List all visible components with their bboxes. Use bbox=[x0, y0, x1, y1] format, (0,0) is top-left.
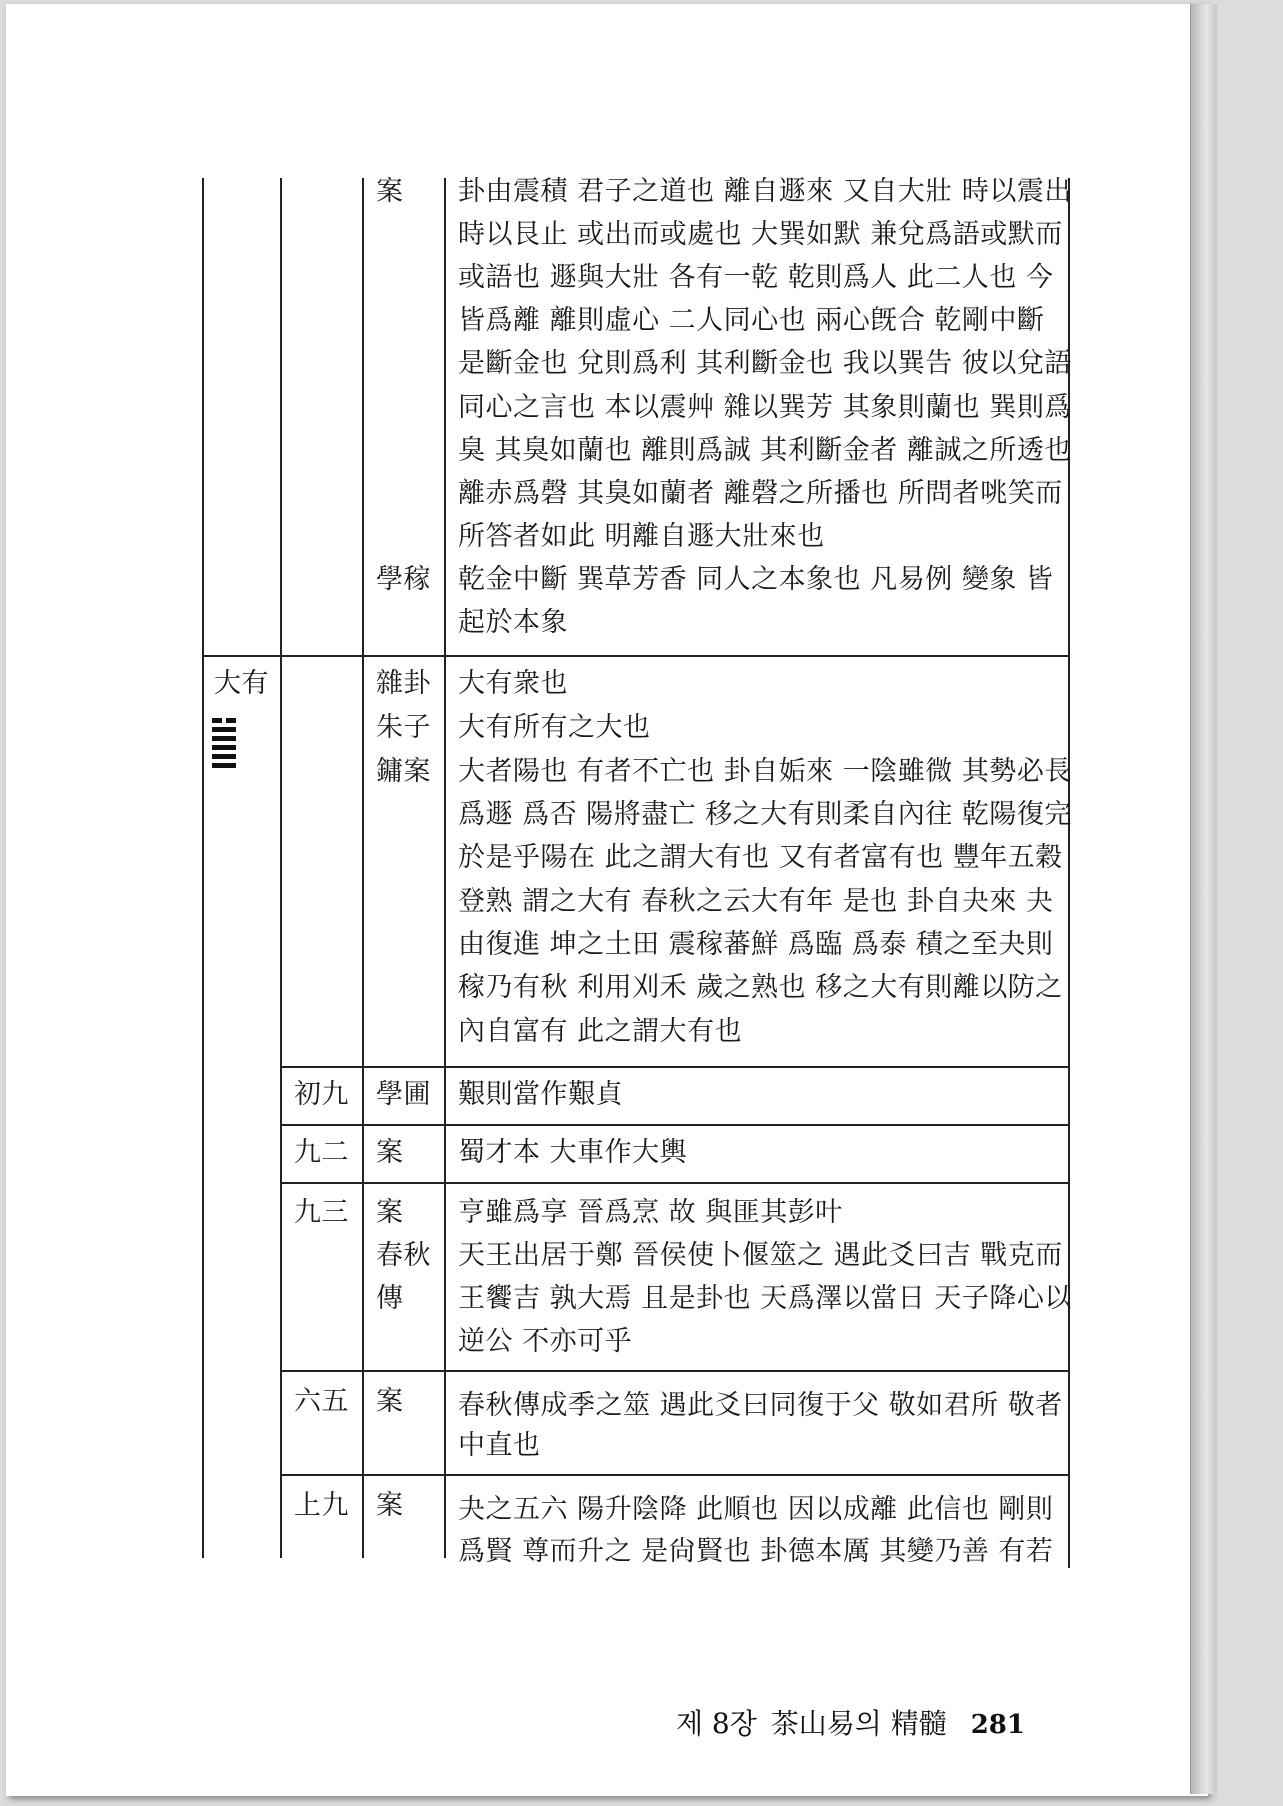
source-label: 雜卦 bbox=[376, 668, 431, 699]
text-line: 爲遯 爲否 陽將盡亡 移之大有則柔自內往 乾陽復完 bbox=[458, 799, 1072, 830]
table-rule-block bbox=[202, 655, 1070, 657]
source-label: 案 bbox=[376, 1386, 404, 1417]
line-label: 六五 bbox=[294, 1386, 349, 1417]
text-line: 所答者如此 明離自遯大壯來也 bbox=[458, 521, 825, 552]
text-line: 大有衆也 bbox=[458, 668, 568, 699]
text-line: 或語也 遯與大壯 各有一乾 乾則爲人 此二人也 今 bbox=[458, 262, 1054, 293]
text-line: 逆公 不亦可乎 bbox=[458, 1326, 633, 1357]
line-label: 上九 bbox=[294, 1490, 349, 1521]
text-line: 爲賢 尊而升之 是尙賢也 卦德本厲 其變乃善 有若 bbox=[458, 1536, 1054, 1567]
text-line: 登熟 謂之大有 春秋之云大有年 是也 卦自夬來 夬 bbox=[458, 886, 1054, 917]
text-line: 起於本象 bbox=[458, 607, 568, 638]
text-line: 卦由震積 君子之道也 離自遯來 又自大壯 時以震出 bbox=[458, 176, 1072, 207]
source-label: 傳 bbox=[376, 1283, 404, 1314]
source-label: 鏞案 bbox=[376, 756, 431, 787]
text-line: 離赤爲磬 其臭如蘭者 離磬之所播也 所問者咷笑而 bbox=[458, 478, 1063, 509]
source-label: 學稼 bbox=[376, 564, 431, 595]
text-line: 皆爲離 離則虛心 二人同心也 兩心旣合 乾剛中斷 bbox=[458, 305, 1045, 336]
table-rule-row bbox=[280, 1124, 1070, 1126]
text-line: 乾金中斷 巽草芳香 同人之本象也 凡易例 變象 皆 bbox=[458, 564, 1054, 595]
text-line: 臭 其臭如蘭也 離則爲誠 其利斷金者 離誠之所透也 bbox=[458, 435, 1072, 466]
line-label: 初九 bbox=[294, 1079, 349, 1110]
table-col-divider-line bbox=[280, 178, 282, 1558]
line-label: 九三 bbox=[294, 1197, 349, 1228]
page-edge bbox=[1190, 4, 1217, 1794]
text-line: 夬之五六 陽升陰降 此順也 因以成離 此信也 剛則 bbox=[458, 1494, 1054, 1525]
text-line: 大者陽也 有者不亡也 卦自姤來 一陰雖微 其勢必長 bbox=[458, 756, 1072, 787]
source-label: 案 bbox=[376, 176, 404, 207]
table-col-divider-source bbox=[362, 178, 364, 1558]
source-label: 案 bbox=[376, 1137, 404, 1168]
hexagram-symbol-icon bbox=[212, 718, 236, 772]
text-line: 亨雖爲享 晉爲烹 故 與匪其彭叶 bbox=[458, 1197, 843, 1228]
text-line: 內自富有 此之謂大有也 bbox=[458, 1016, 743, 1047]
chapter-title: 茶山易의 精髓 bbox=[770, 1707, 947, 1740]
line-label: 九二 bbox=[294, 1137, 349, 1168]
source-label: 朱子 bbox=[376, 712, 431, 743]
hexagram-name: 大有 bbox=[214, 668, 269, 699]
source-label: 學圃 bbox=[376, 1079, 431, 1110]
text-line: 天王出居于鄭 晉侯使卜偃筮之 遇此爻曰吉 戰克而 bbox=[458, 1240, 1063, 1271]
page-footer bbox=[676, 1702, 1025, 1742]
text-line: 同心之言也 本以震艸 雜以巽芳 其象則蘭也 巽則爲 bbox=[458, 392, 1072, 423]
text-line: 時以艮止 或出而或處也 大巽如默 兼兌爲語或默而 bbox=[458, 219, 1063, 250]
text-line: 春秋傳成季之筮 遇此爻曰同復于父 敬如君所 敬者 bbox=[458, 1390, 1063, 1421]
text-line: 是斷金也 兌則爲利 其利斷金也 我以巽告 彼以兌語 bbox=[458, 348, 1072, 379]
table-border-left bbox=[202, 178, 204, 1558]
text-line: 王饗吉 孰大焉 且是卦也 天爲澤以當日 天子降心以 bbox=[458, 1283, 1072, 1314]
table-rule-row bbox=[280, 1182, 1070, 1184]
text-line: 稼乃有秋 利用刈禾 歲之熟也 移之大有則離以防之 bbox=[458, 972, 1063, 1003]
source-label: 案 bbox=[376, 1490, 404, 1521]
table-rule-row bbox=[280, 1370, 1070, 1372]
table-rule-row bbox=[280, 1474, 1070, 1476]
text-line: 蜀才本 大車作大輿 bbox=[458, 1137, 688, 1168]
table-rule-row bbox=[280, 1066, 1070, 1068]
page-number: 281 bbox=[970, 1710, 1025, 1740]
chapter-label: 제 8장 bbox=[675, 1707, 757, 1740]
source-label: 案 bbox=[376, 1197, 404, 1228]
text-line: 中直也 bbox=[458, 1430, 541, 1461]
text-line: 由復進 坤之土田 震稼蕃鮮 爲臨 爲泰 積之至夬則 bbox=[458, 929, 1054, 960]
text-line: 艱則當作艱貞 bbox=[458, 1079, 623, 1110]
source-label: 春秋 bbox=[376, 1240, 431, 1271]
table-col-divider-text bbox=[444, 178, 446, 1558]
text-line: 大有所有之大也 bbox=[458, 712, 651, 743]
text-line: 於是乎陽在 此之謂大有也 又有者富有也 豐年五穀 bbox=[458, 842, 1063, 873]
